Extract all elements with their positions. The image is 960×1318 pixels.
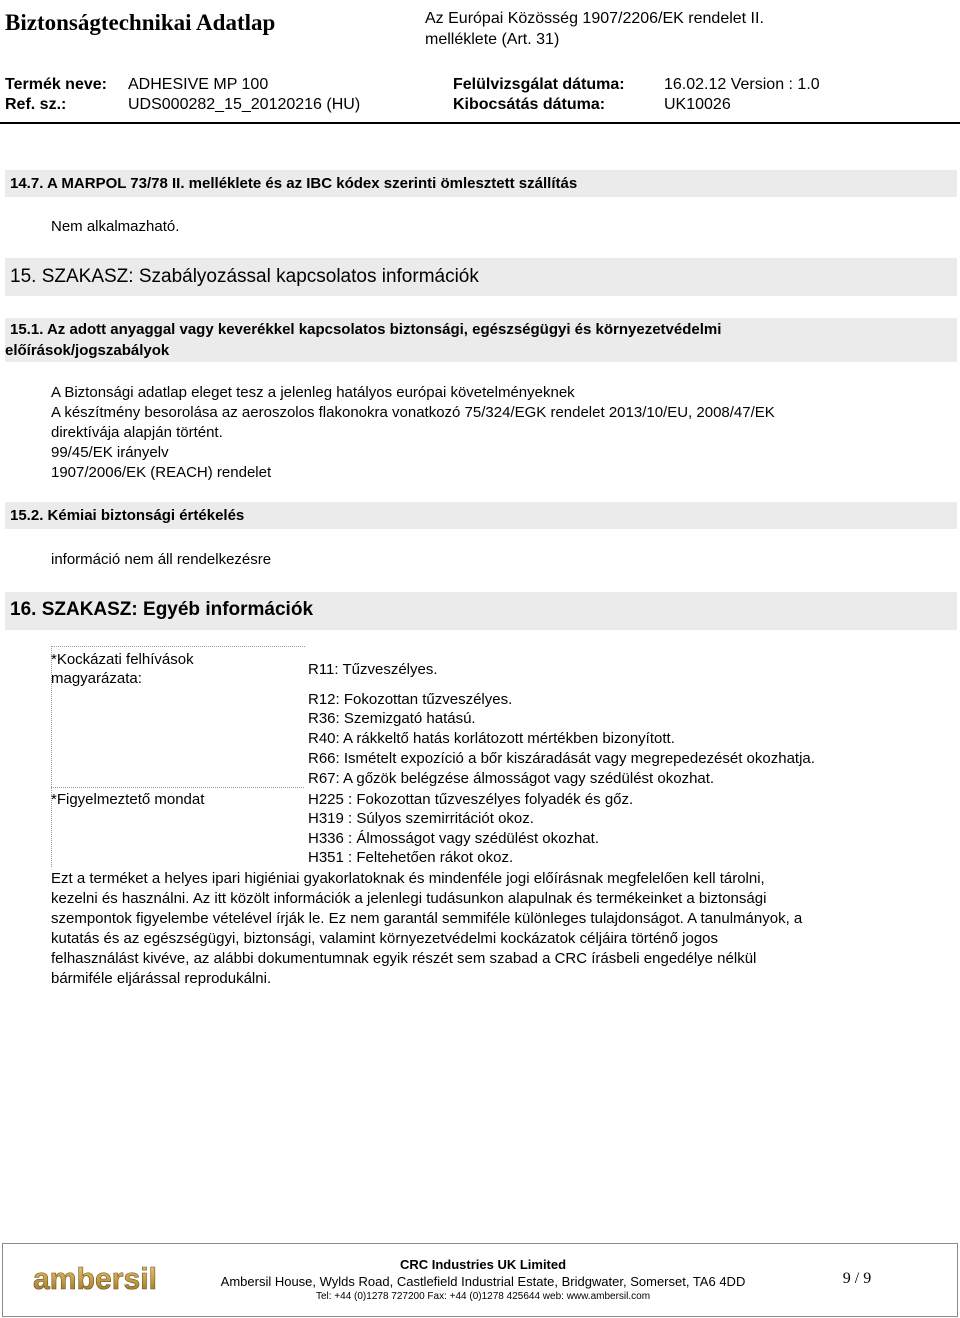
disclaimer-line: szempontok figyelembe vételével írják le. Ez nem garantál semmiféle különleges tulajdonságot. A tanulmányok, a (51, 910, 803, 927)
section-15-band (5, 258, 957, 296)
revision-date-label: Felülvizsgálat dátuma: (453, 76, 625, 93)
section-14-7-heading: 14.7. A MARPOL 73/78 II. melléklete és az IBC kódex szerinti ömlesztett szállítás (10, 175, 578, 192)
document-title: Biztonságtechnikai Adatlap (5, 10, 276, 35)
issue-date-value: UK10026 (664, 96, 731, 113)
regulation-line-2: melléklete (Art. 31) (425, 31, 560, 48)
disclaimer-line: kezelni és használni. Az itt közölt információk a jelenlegi tudásunkon alapulnak és termékeinket a biztonsági (51, 890, 767, 907)
revision-date-value: 16.02.12 Version : 1.0 (664, 76, 820, 93)
regulation-text-line: 99/45/EK irányelv (51, 444, 169, 461)
regulation-text-line: A Biztonsági adatlap eleget tesz a jelenleg hatályos európai követelményeknek (51, 384, 575, 401)
hazard-statements-label: *Figyelmeztető mondat (51, 791, 205, 808)
subsection-15-2-heading: 15.2. Kémiai biztonsági értékelés (10, 507, 245, 524)
subsection-15-1-heading-line-1: 15.1. Az adott anyaggal vagy keverékkel kapcsolatos biztonsági, egészségügyi és környezetvédelmi (10, 321, 722, 338)
disclaimer-line: felhasználást kivéve, az alábbi dokumentumnak egyik részét sem szabad a CRC írásbeli engedélye nélkül (51, 950, 757, 967)
risk-phrases-label-line-2: magyarázata: (51, 670, 142, 687)
issue-date-label: Kibocsátás dátuma: (453, 96, 606, 113)
subsection-15-2-band (5, 502, 957, 529)
header-divider (0, 122, 960, 124)
footer-contact: Tel: +44 (0)1278 727200 Fax: +44 (0)1278 425644 web: www.ambersil.com (315, 1291, 651, 1302)
ref-number-value: UDS000282_15_20120216 (HU) (128, 96, 361, 113)
footer-company: CRC Industries UK Limited (399, 1257, 567, 1272)
section-16-heading: 16. SZAKASZ: Egyéb információk (10, 599, 314, 620)
product-name-value: ADHESIVE MP 100 (128, 76, 269, 93)
risk-phrase: R67: A gőzök belégzése álmosságot vagy szédülést okozhat. (308, 770, 715, 787)
subsection-15-1-heading-line-2: előírások/jogszabályok (5, 342, 170, 359)
section-14-7-band (5, 170, 957, 197)
hazard-statement: H225 : Fokozottan tűzveszélyes folyadék és gőz. (308, 791, 634, 808)
ref-number-label: Ref. sz.: (5, 96, 67, 113)
risk-phrase: R12: Fokozottan tűzveszélyes. (308, 691, 513, 708)
disclaimer-line: Ezt a terméket a helyes ipari higiéniai gyakorlatoknak és mindenféle jogi előírásnak megfelelően kell tárolni, (51, 870, 765, 887)
disclaimer-line: bármiféle eljárással reprodukálni. (51, 970, 272, 987)
risk-phrase: R36: Szemizgató hatású. (308, 710, 476, 727)
section-15-heading: 15. SZAKASZ: Szabályozással kapcsolatos információk (10, 266, 479, 287)
hazard-statement: H319 : Súlyos szemirritációt okoz. (308, 810, 534, 827)
page-footer (2, 1243, 958, 1317)
subsection-15-2-text: információ nem áll rendelkezésre (51, 551, 272, 568)
risk-phrases-label-line-1: *Kockázati felhívások (51, 651, 194, 668)
ambersil-logo (31, 1256, 161, 1298)
subsection-15-1-band (5, 318, 957, 362)
page-number: 9 / 9 (842, 1270, 872, 1287)
risk-phrase: R11: Tűzveszélyes. (308, 661, 438, 678)
risk-phrase: R66: Ismételt expozíció a bőr kiszáradását vagy megrepedezését okozhatja. (308, 750, 815, 767)
regulation-text-line: A készítmény besorolása az aeroszolos flakonokra vonatkozó 75/324/EGK rendelet 2013/10/EU, 2008/47/EK (51, 404, 775, 421)
disclaimer-line: kutatás és az egészségügyi, biztonsági, valamint környezetvédelmi kockázatok céljáira történő jogos (51, 930, 719, 947)
regulation-line-1: Az Európai Közösség 1907/2206/EK rendelet II. (425, 10, 764, 27)
footer-address: Ambersil House, Wylds Road, Castlefield Industrial Estate, Bridgwater, Somerset, TA6 4DD (220, 1274, 746, 1289)
notes-separator (51, 787, 304, 788)
section-16-band (5, 592, 957, 630)
regulation-text-line: direktívája alapján történt. (51, 424, 223, 441)
regulation-text-line: 1907/2006/EK (REACH) rendelet (51, 464, 272, 481)
product-name-label: Termék neve: (5, 76, 107, 93)
section-14-7-text: Nem alkalmazható. (51, 218, 180, 235)
ambersil-logo-text: ambersil (33, 1261, 157, 1296)
hazard-statement: H336 : Álmosságot vagy szédülést okozhat. (308, 830, 599, 847)
hazard-statement: H351 : Feltehetően rákot okoz. (308, 849, 514, 866)
risk-phrase: R40: A rákkeltő hatás korlátozott mértékben bizonyított. (308, 730, 675, 747)
